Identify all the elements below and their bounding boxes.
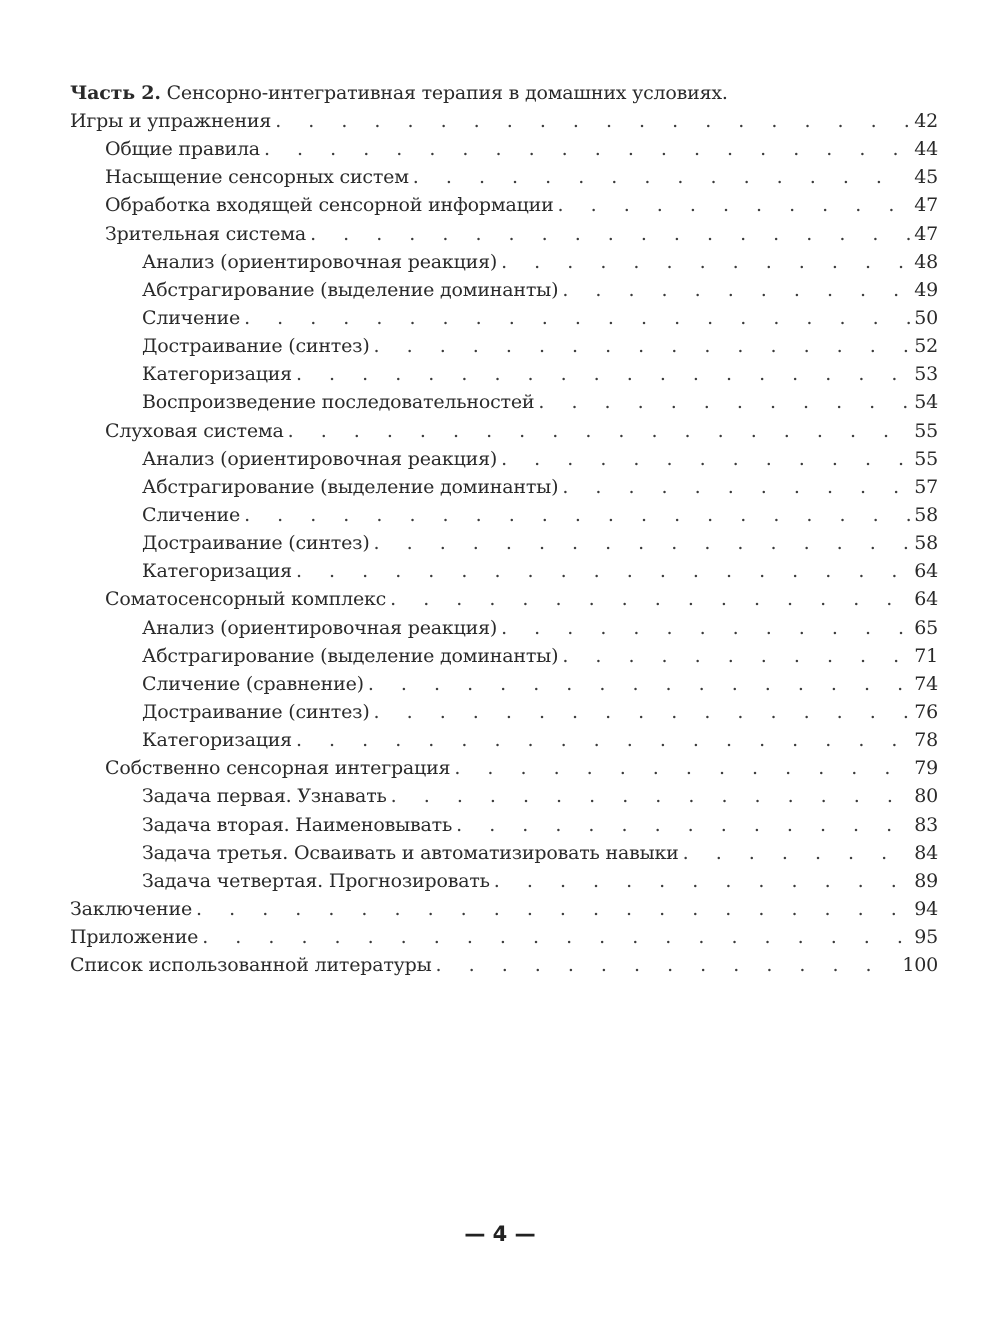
toc-entry-title: Анализ (ориентировочная реакция) [142, 447, 498, 470]
toc-entry-title: Воспроизведение последовательностей [142, 391, 535, 414]
dot-leader [310, 220, 910, 248]
toc-entry-page: 78 [914, 729, 938, 752]
toc-entry-page: 44 [914, 138, 938, 161]
toc-entry-title: Абстрагирование (выделение доминанты) [142, 278, 559, 301]
toc-entry-page: 80 [914, 785, 938, 808]
toc-entry-title: Игры и упражнения [70, 110, 272, 132]
dot-leader [562, 473, 910, 501]
toc-entry-title: Сличение (сравнение) [142, 672, 364, 695]
toc-entry-title: Анализ (ориентировочная реакция) [142, 250, 498, 273]
toc-entry-title: Достраивание (синтез) [142, 335, 370, 358]
toc-entry-page: 49 [914, 278, 938, 301]
toc-entry-page: 52 [914, 335, 938, 358]
dot-leader [558, 191, 911, 219]
dot-leader [368, 670, 910, 698]
toc-entry [70, 951, 938, 979]
toc-entry-title: Зрительная система [105, 222, 307, 245]
toc-entry-page: 50 [914, 306, 938, 329]
toc-entry [70, 473, 938, 501]
toc-entry [70, 501, 938, 529]
part-heading [70, 79, 938, 107]
dot-leader [264, 135, 910, 163]
dot-leader [538, 388, 910, 416]
toc-entry-page: 94 [914, 897, 938, 920]
dot-leader [494, 867, 910, 895]
toc-entry-page: 53 [914, 363, 938, 386]
toc-entry [70, 276, 938, 304]
toc-entry [70, 248, 938, 276]
toc-entry [70, 107, 938, 135]
dot-leader [244, 304, 910, 332]
toc-entry-title: Абстрагирование (выделение доминанты) [142, 644, 559, 667]
toc-entry-title: Сличение [142, 306, 241, 329]
toc-entry-page: 79 [914, 757, 938, 780]
dot-leader [436, 951, 899, 979]
toc-list [70, 107, 938, 979]
toc-entry [70, 304, 938, 332]
dot-leader [196, 895, 910, 923]
toc-entry-title: Анализ (ориентировочная реакция) [142, 616, 498, 639]
dot-leader [244, 501, 910, 529]
dot-leader [390, 585, 910, 613]
toc-entry-page: 100 [902, 954, 938, 977]
toc-entry-title: Абстрагирование (выделение доминанты) [142, 475, 559, 498]
dot-leader [296, 557, 910, 585]
toc-entry-title: Достраивание (синтез) [142, 532, 370, 555]
toc-entry-title: Задача третья. Осваивать и автоматизировать навыки [142, 841, 679, 864]
toc-entry [70, 332, 938, 360]
toc-entry-page: 55 [914, 419, 938, 442]
toc-entry-page: 47 [914, 194, 938, 217]
dot-leader [374, 332, 911, 360]
toc-entry-title: Слуховая система [105, 419, 284, 442]
toc-entry [70, 642, 938, 670]
toc-entry [70, 923, 938, 951]
toc-entry [70, 585, 938, 613]
dot-leader [454, 754, 910, 782]
toc-entry-page: 54 [914, 391, 938, 414]
toc-entry [70, 191, 938, 219]
toc-entry-title: Задача вторая. Наименовывать [142, 813, 453, 836]
toc-entry-page: 58 [914, 503, 938, 526]
toc-entry-title: Обработка входящей сенсорной информации [105, 194, 554, 217]
toc-entry-title: Заключение [70, 897, 193, 920]
page-number: — 4 — [464, 1222, 536, 1246]
toc-entry-page: 42 [914, 110, 938, 132]
dot-leader [288, 417, 911, 445]
toc-entry [70, 782, 938, 810]
toc-entry [70, 220, 938, 248]
dot-leader [391, 782, 911, 810]
dot-leader [501, 614, 910, 642]
toc-entry [70, 867, 938, 895]
toc-entry-title: Задача первая. Узнавать [142, 785, 387, 808]
toc-entry-page: 48 [914, 250, 938, 273]
toc-entry-page: 45 [914, 166, 938, 189]
dot-leader [413, 163, 910, 191]
toc-entry-title: Собственно сенсорная интеграция [105, 757, 451, 780]
toc-entry-title: Общие правила [105, 138, 260, 161]
toc-entry-title: Категоризация [142, 729, 292, 752]
dot-leader [374, 529, 911, 557]
dot-leader [456, 811, 910, 839]
dot-leader [562, 642, 910, 670]
toc-entry [70, 163, 938, 191]
toc-entry-title: Соматосенсорный комплекс [105, 588, 387, 611]
toc-entry-page: 83 [914, 813, 938, 836]
toc-entry-title: Достраивание (синтез) [142, 700, 370, 723]
toc-entry [70, 726, 938, 754]
dot-leader [374, 698, 911, 726]
dot-leader [296, 360, 910, 388]
toc-entry [70, 360, 938, 388]
dot-leader [275, 107, 910, 135]
table-of-contents [70, 79, 938, 979]
toc-entry-page: 76 [914, 700, 938, 723]
toc-entry-title: Список использованной литературы [70, 954, 432, 977]
toc-entry-page: 84 [914, 841, 938, 864]
toc-entry-page: 55 [914, 447, 938, 470]
part-label: Часть 2. [70, 82, 161, 104]
dot-leader [501, 445, 910, 473]
toc-entry-page: 65 [914, 616, 938, 639]
dot-leader [562, 276, 910, 304]
toc-entry-page: 64 [914, 560, 938, 583]
toc-entry [70, 670, 938, 698]
toc-entry [70, 529, 938, 557]
toc-entry-page: 57 [914, 475, 938, 498]
toc-entry [70, 445, 938, 473]
toc-entry-page: 89 [914, 869, 938, 892]
toc-entry-title: Насыщение сенсорных систем [105, 166, 409, 189]
dot-leader [501, 248, 910, 276]
toc-entry-title: Задача четвертая. Прогнозировать [142, 869, 490, 892]
toc-entry [70, 839, 938, 867]
toc-entry-page: 95 [914, 926, 938, 949]
dot-leader [683, 839, 911, 867]
toc-entry [70, 614, 938, 642]
toc-entry-page: 58 [914, 532, 938, 555]
toc-entry-page: 64 [914, 588, 938, 611]
toc-entry [70, 811, 938, 839]
toc-entry [70, 895, 938, 923]
dot-leader [296, 726, 910, 754]
toc-entry-title: Категоризация [142, 560, 292, 583]
dot-leader [202, 923, 910, 951]
toc-entry-title: Приложение [70, 926, 199, 949]
toc-entry [70, 557, 938, 585]
toc-entry-page: 74 [914, 672, 938, 695]
toc-entry-title: Сличение [142, 503, 241, 526]
toc-entry-page: 47 [914, 222, 938, 245]
part-title: Сенсорно-интегративная терапия в домашних условиях. [160, 82, 728, 104]
toc-entry [70, 388, 938, 416]
toc-entry [70, 698, 938, 726]
toc-entry [70, 135, 938, 163]
toc-entry [70, 754, 938, 782]
toc-entry [70, 417, 938, 445]
toc-entry-page: 71 [914, 644, 938, 667]
toc-entry-title: Категоризация [142, 363, 292, 386]
